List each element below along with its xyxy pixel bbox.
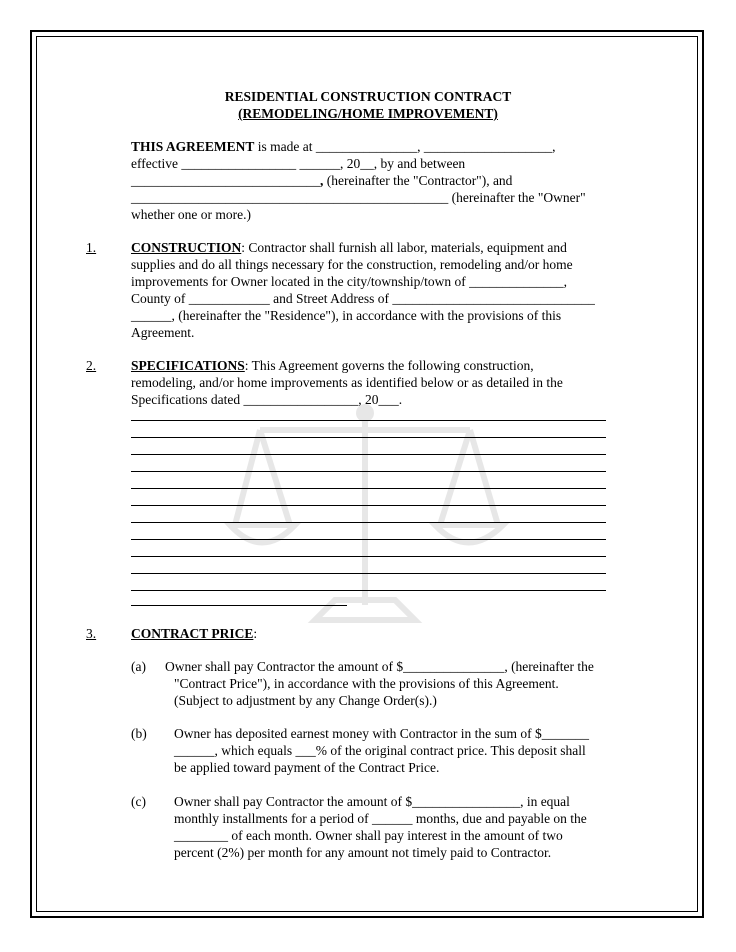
spec-blank-line — [131, 420, 606, 421]
section-1-line-1 — [131, 239, 567, 256]
agreement-label: THIS AGREEMENT — [131, 139, 255, 154]
section-2-line-3: Specifications dated _________________, 20___. — [131, 392, 403, 407]
intro-line-1 — [131, 138, 556, 155]
document-subtitle: (REMODELING/HOME IMPROVEMENT) — [238, 106, 498, 121]
item-a-line-3: (Subject to adjustment by any Change Order(s).) — [174, 693, 437, 708]
item-b-line-3: be applied toward payment of the Contract Price. — [174, 760, 440, 775]
section-3-line-1 — [131, 625, 257, 642]
section-3-number: 3. — [86, 626, 97, 641]
scales-of-justice-icon — [220, 395, 510, 635]
section-3-colon: : — [253, 626, 258, 641]
spec-blank-line — [131, 590, 606, 591]
item-c-line-2: monthly installments for a period of ______ months, due and payable on the — [174, 811, 587, 826]
item-a-line-1: Owner shall pay Contractor the amount of $_______________, (hereinafter the — [165, 659, 594, 674]
intro-line-3-text: (hereinafter the "Contractor"), and — [323, 173, 513, 188]
intro-line-4: _______________________________________________ (hereinafter the "Owner" — [131, 190, 586, 205]
section-1-heading: CONSTRUCTION — [131, 240, 242, 255]
section-3-heading: CONTRACT PRICE — [131, 626, 254, 641]
section-2-heading: SPECIFICATIONS — [131, 358, 245, 373]
item-c-line-1: Owner shall pay Contractor the amount of $________________, in equal — [174, 794, 570, 809]
spec-blank-line-short — [131, 605, 347, 606]
section-2-line-1-text: : This Agreement governs the following construction, — [244, 358, 534, 373]
section-1-line-3: improvements for Owner located in the city/township/town of ______________, — [131, 274, 568, 289]
spec-blank-line — [131, 539, 606, 540]
intro-line-5: whether one or more.) — [131, 207, 251, 222]
document-title: RESIDENTIAL CONSTRUCTION CONTRACT — [224, 89, 512, 104]
item-c-line-3: ________ of each month. Owner shall pay interest in the amount of two — [174, 828, 563, 843]
section-2-number: 2. — [86, 358, 97, 373]
section-1-line-4: County of ____________ and Street Address of ______________________________ — [131, 291, 595, 306]
spec-blank-line — [131, 573, 606, 574]
item-c-line-4: percent (2%) per month for any amount not timely paid to Contractor. — [174, 845, 552, 860]
spec-blank-line — [131, 454, 606, 455]
spec-blank-line — [131, 437, 606, 438]
section-1-line-1-text: : Contractor shall furnish all labor, materials, equipment and — [241, 240, 567, 255]
spec-blank-line — [131, 556, 606, 557]
intro-line-1-text: is made at _______________, ___________________, — [254, 139, 556, 154]
intro-line-2: effective _________________ ______, 20__, by and between — [131, 156, 466, 171]
item-b-line-2: ______, which equals ___% of the original contract price. This deposit shall — [174, 743, 586, 758]
item-c-label: (c) — [131, 794, 146, 809]
item-a-line-2: "Contract Price"), in accordance with the provisions of this Agreement. — [174, 676, 559, 691]
item-a-label: (a) — [131, 659, 146, 674]
item-b-line-1: Owner has deposited earnest money with Contractor in the sum of $_______ — [174, 726, 590, 741]
section-1-number: 1. — [86, 240, 97, 255]
spec-blank-line — [131, 522, 606, 523]
item-b-label: (b) — [131, 726, 147, 741]
contractor-blank: ____________________________ — [131, 173, 320, 188]
section-1-line-6: Agreement. — [131, 325, 195, 340]
spec-blank-line — [131, 488, 606, 489]
spec-blank-line — [131, 505, 606, 506]
section-1-line-5: ______, (hereinafter the "Residence"), in accordance with the provisions of this — [131, 308, 562, 323]
contractor-comma: , — [320, 173, 324, 188]
section-2-line-2: remodeling, and/or home improvements as identified below or as detailed in the — [131, 375, 563, 390]
section-2-line-1 — [131, 357, 534, 374]
intro-line-3 — [131, 172, 512, 189]
spec-blank-line — [131, 471, 606, 472]
section-1-line-2: supplies and do all things necessary for the construction, remodeling and/or home — [131, 257, 573, 272]
